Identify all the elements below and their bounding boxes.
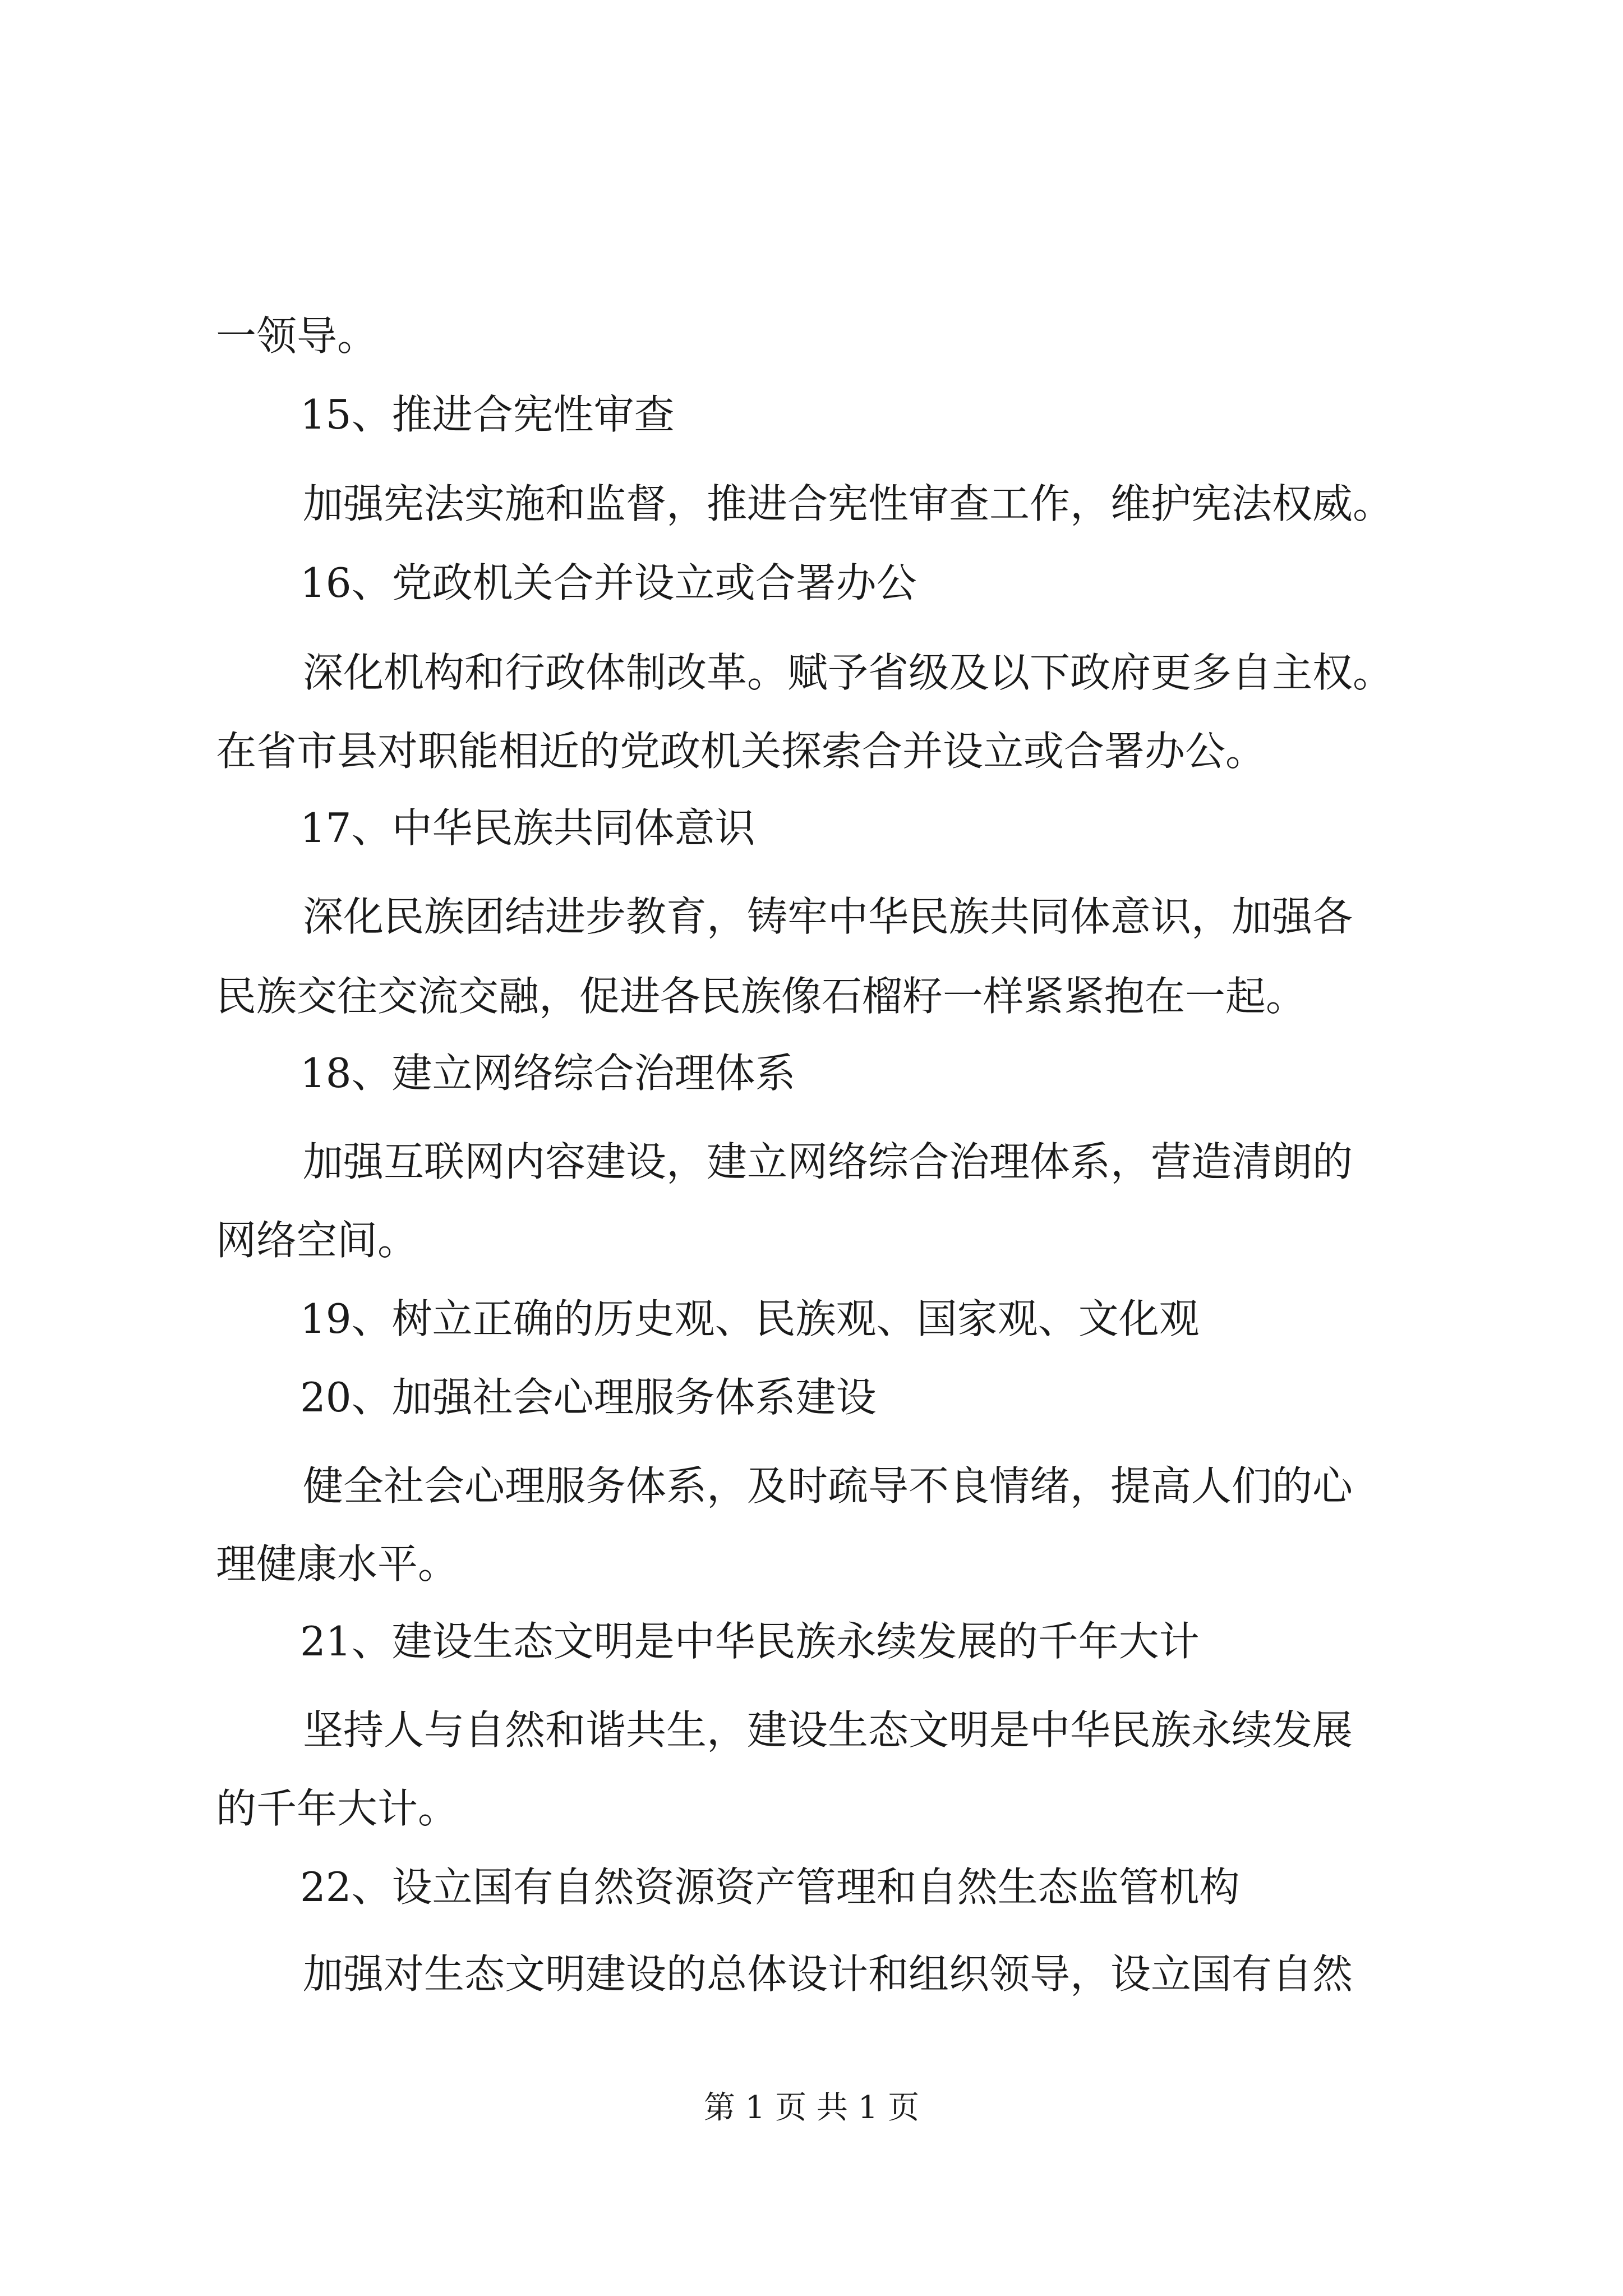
section-heading-17: 17、中华民族共同体意识 bbox=[300, 804, 755, 852]
text-line: 健全社会心理服务体系，及时疏导不良情绪，提高人们的心 bbox=[303, 1462, 1353, 1510]
text-line: 深化机构和行政体制改革。赋予省级及以下政府更多自主权。 bbox=[303, 649, 1394, 696]
text-line: 加强互联网内容建设，建立网络综合治理体系，营造清朗的 bbox=[303, 1138, 1353, 1185]
text-line: 网络空间。 bbox=[216, 1217, 418, 1264]
text-line: 的千年大计。 bbox=[216, 1785, 459, 1832]
text-line: 民族交往交流交融，促进各民族像石榴籽一样紧紧抱在一起。 bbox=[216, 973, 1307, 1020]
section-heading-19: 19、树立正确的历史观、民族观、国家观、文化观 bbox=[300, 1295, 1200, 1342]
section-heading-15: 15、推进合宪性审查 bbox=[300, 391, 675, 438]
page-footer: 第 1 页 共 1 页 bbox=[703, 2090, 920, 2126]
section-heading-21: 21、建设生态文明是中华民族永续发展的千年大计 bbox=[300, 1618, 1200, 1665]
text-line: 一领导。 bbox=[216, 312, 378, 360]
section-heading-18: 18、建立网络综合治理体系 bbox=[300, 1050, 796, 1097]
text-line: 深化民族团结进步教育，铸牢中华民族共同体意识，加强各 bbox=[303, 893, 1353, 940]
section-heading-16: 16、党政机关合并设立或合署办公 bbox=[300, 559, 917, 606]
text-line: 加强对生态文明建设的总体设计和组织领导，设立国有自然 bbox=[303, 1950, 1353, 1998]
text-line: 理健康水平。 bbox=[216, 1540, 459, 1588]
text-line: 加强宪法实施和监督，推进合宪性审查工作，维护宪法权威。 bbox=[303, 480, 1394, 527]
section-heading-20: 20、加强社会心理服务体系建设 bbox=[300, 1374, 877, 1421]
text-line: 坚持人与自然和谐共生，建设生态文明是中华民族永续发展 bbox=[303, 1706, 1353, 1754]
text-line: 在省市县对职能相近的党政机关探索合并设立或合署办公。 bbox=[216, 728, 1266, 775]
section-heading-22: 22、设立国有自然资源资产管理和自然生态监管机构 bbox=[300, 1864, 1240, 1911]
